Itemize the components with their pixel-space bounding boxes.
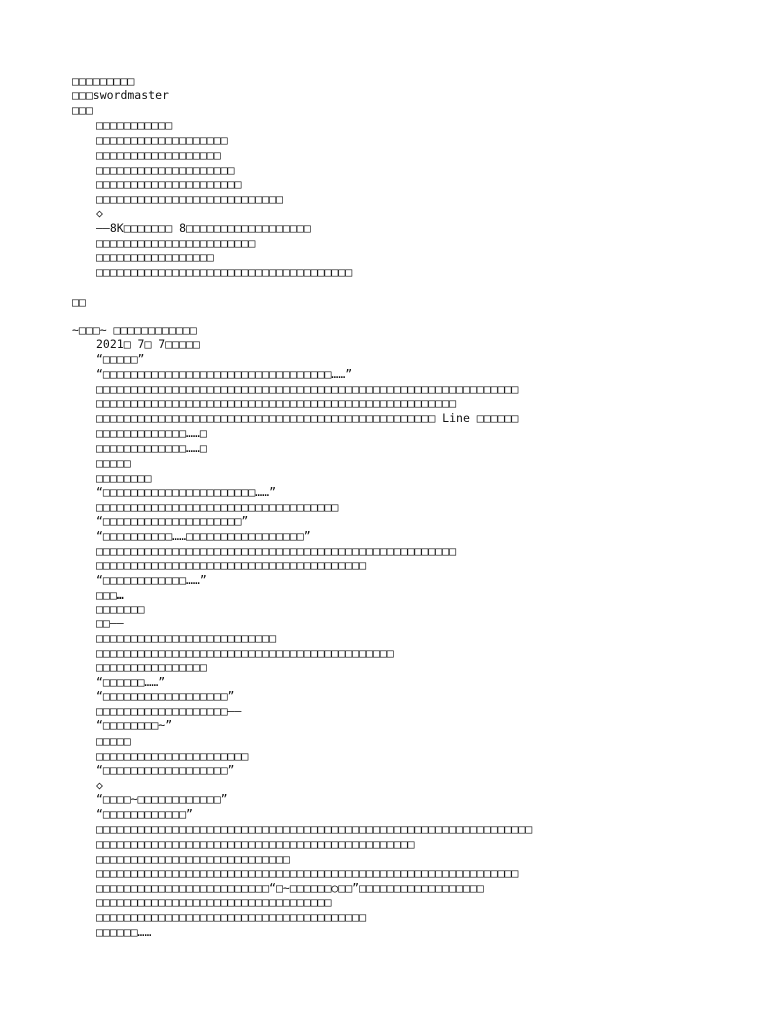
body-line: □□□□□□□□□□□□□□□□□□□□□□□□□□□□□□□□□□□□□□□ [96, 558, 367, 572]
body-line: □□□… [96, 588, 124, 602]
chapter-title: ~□□□~ □□□□□□□□□□□□ [72, 323, 197, 337]
body-line: “□□□□□□□□□□□□□□□□□□” [96, 763, 235, 777]
author-line: □□□swordmaster [72, 88, 169, 102]
body-line: □□□□□□□□□□□□□□□□□□□□□□□□□□□□□□□□□□□□□□□□□□□□□□□□□□□□□□□□□□□□□ [96, 866, 519, 880]
body-line: “□□□□□□□□□□□□□□□□□□□□□□□□□□□□□□□□□……” [96, 367, 353, 381]
body-line: □□□□□□□□□□□□□□□□□□□□□□□□□“□~□□□□□□○□□”□□□□□□□□□□□□□□□□□□ [96, 881, 484, 895]
body-line: “□□□□□□……” [96, 675, 166, 689]
body-line: □□□□□□□□□□□□□□□□□□□□□□□□□□ [96, 631, 277, 645]
summary-line: □□□□□□□□□□□□□□□□□□ [96, 148, 221, 162]
section-marker: □□ [72, 295, 86, 309]
body-line: “□□□□□□□□□□□□□□□□□□□□” [96, 514, 249, 528]
summary-line: □□□□□□□□□□□□□□□□□□□□□□□□□□□□□□□□□□□□□ [96, 265, 353, 279]
body-line: 2021□ 7□ 7□□□□□ [96, 337, 200, 351]
summary-line: □□□□□□□□□□□□□□□□□ [96, 250, 214, 264]
body-line: □□—— [96, 616, 124, 630]
body-line: □□□□□□□□□□□□□□□□□□□□□□□□□□□□□□□□□□□□□□□□□□□ [96, 646, 394, 660]
body-line: □□□□□□□□□□□□□□□□□□□□□□ [96, 749, 249, 763]
divider-diamond: ◇ [96, 778, 103, 792]
body-line: “□□□□□” [96, 352, 145, 366]
summary-line: □□□□□□□□□□□ [96, 118, 173, 132]
body-line: □□□□□□□□□□□□□□□□□□□□□□□□□□□□□□□□□□ [96, 895, 332, 909]
body-line: □□□□□□□□□□□□□……□ [96, 426, 207, 440]
divider-diamond: ◇ [96, 206, 103, 220]
body-line: □□□□□□□□□□□□□□□□□□□□□□□□□□□□□□□□□□□□□□□ [96, 910, 367, 924]
body-line: □□□□□□□□□□□□□……□ [96, 441, 207, 455]
body-line: □□□□□□□□□□□□□□□□□□□—— [96, 704, 242, 718]
body-line: “□□□□□□□□□□□□□□□□□□” [96, 689, 235, 703]
body-line: □□□□□□□□□□□□□□□□□□□□□□□□□□□□□□□□□□□□□□□□□□□□□□□□□□□□ [96, 544, 457, 558]
body-line: “□□□□~□□□□□□□□□□□□” [96, 792, 228, 806]
body-line: “□□□□□□□□~” [96, 718, 173, 732]
header-line-1: □□□□□□□□□ [72, 74, 135, 88]
body-line: “□□□□□□□□□□□□” [96, 807, 193, 821]
body-line: □□□□□□□□□□□□□□□□□□□□□□□□□□□□□□□□□□□□□□□□□□□□□□□□□□□□ [96, 396, 457, 410]
body-line: □□□□□ [96, 734, 131, 748]
body-line: □□□□□□□□□□□□□□□□ [96, 660, 207, 674]
body-line: “□□□□□□□□□□……□□□□□□□□□□□□□□□□□” [96, 529, 311, 543]
body-line: □□□□□□□□□□□□□□□□□□□□□□□□□□□□□□□□□□□□□□□□□□□□□□□□□□□□□□□□□□□□□ [96, 382, 519, 396]
summary-line: □□□□□□□□□□□□□□□□□□□□□□□ [96, 236, 256, 250]
summary-line: □□□□□□□□□□□□□□□□□□□□□□□□□□□ [96, 192, 283, 206]
body-line: “□□□□□□□□□□□□□□□□□□□□□□……” [96, 485, 277, 499]
body-line: □□□□□□□□□□□□□□□□□□□□□□□□□□□□□□□□□□□□□□□□□□□□□□ [96, 837, 415, 851]
body-line: “□□□□□□□□□□□□……” [96, 573, 207, 587]
summary-line: □□□□□□□□□□□□□□□□□□□□ [96, 163, 235, 177]
body-line: □□□□□□□□□□□□□□□□□□□□□□□□□□□□ [96, 852, 290, 866]
body-line: □□□□□□□□ [96, 471, 152, 485]
summary-line: □□□□□□□□□□□□□□□□□□□□□ [96, 177, 242, 191]
header-line-3: □□□ [72, 103, 93, 117]
body-line: □□□□□□□□□□□□□□□□□□□□□□□□□□□□□□□□□□□ [96, 500, 339, 514]
body-line: □□□□□□□ [96, 602, 145, 616]
body-line: □□□□□□□□□□□□□□□□□□□□□□□□□□□□□□□□□□□□□□□□□□□□□□□□□ Line □□□□□□ [96, 411, 519, 425]
body-line: □□□□□ [96, 456, 131, 470]
summary-line: ——8K□□□□□□□ 8□□□□□□□□□□□□□□□□□□ [96, 221, 311, 235]
summary-line: □□□□□□□□□□□□□□□□□□□ [96, 133, 228, 147]
body-line: □□□□□□…… [96, 925, 152, 939]
body-line: □□□□□□□□□□□□□□□□□□□□□□□□□□□□□□□□□□□□□□□□□□□□□□□□□□□□□□□□□□□□□□□ [96, 822, 533, 836]
